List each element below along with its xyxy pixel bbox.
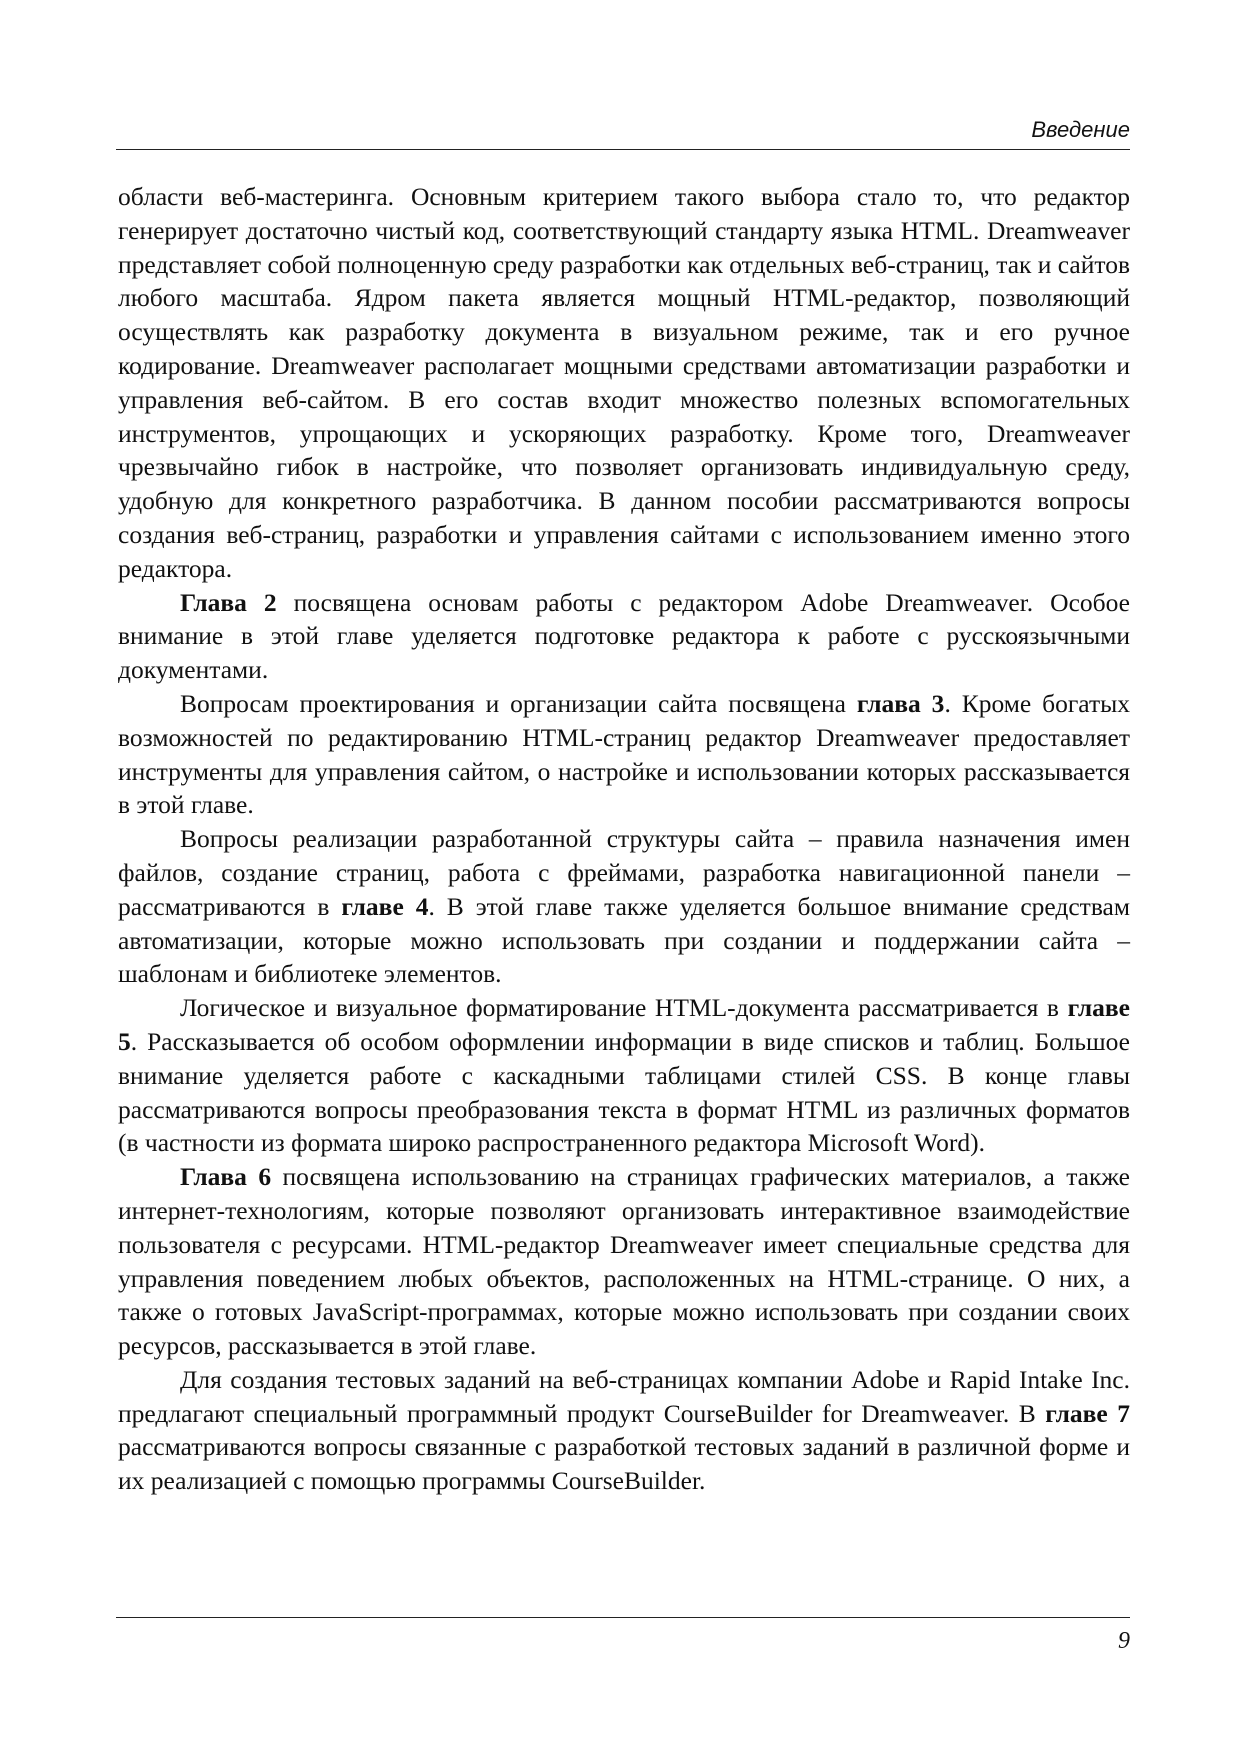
page-number: 9 bbox=[1118, 1628, 1130, 1654]
paragraph-4 bbox=[118, 822, 1130, 991]
paragraph-4-text-end: . В этой главе также уделяется большое внимание средствам автоматизации, которые можно использовать при создании и поддержании сайта – шаблонам и библиотеке элементов. bbox=[118, 891, 1130, 989]
paragraph-2 bbox=[118, 586, 1130, 687]
paragraph-5-text-end: . Рассказывается об особом оформлении информации в виде списков и таблиц. Большое внимание уделяется работе с каскадными таблицами стилей CSS. В конце главы рассматриваются вопросы преобразования текста в формат HTML из различных форматов (в частности из формата широко распространенного редактора Microsoft Word). bbox=[118, 1026, 1130, 1158]
paragraph-5 bbox=[118, 991, 1130, 1160]
paragraph-4-chapter-ref: главе 4 bbox=[341, 891, 429, 921]
paragraph-2-chapter-ref: Глава 2 bbox=[180, 587, 277, 617]
paragraph-7 bbox=[118, 1363, 1130, 1498]
footer-rule bbox=[116, 1617, 1130, 1618]
paragraph-3-text-start: Вопросам проектирования и организации сайта посвящена bbox=[180, 688, 857, 718]
paragraph-7-chapter-ref: главе 7 bbox=[1045, 1398, 1131, 1428]
paragraph-6-text: посвящена использованию на страницах графических материалов, а также интернет-технологиям, которые позволяют организовать интерактивное взаимодействие пользователя с ресурсами. HTML-редактор Dreamweaver имеет специальные средства для управления поведением любых объектов, расположенных на HTML-странице. О них, а также о готовых JavaScript-программах, которые можно использовать при создании своих ресурсов, рассказывается в этой главе. bbox=[118, 1162, 1130, 1361]
paragraph-1-text: области веб-мастеринга. Основным критерием такого выбора стало то, что редактор генерирует достаточно чистый код, соответствующий стандарту языка HTML. Dreamweaver представляет собой полноценную среду разработки как отдельных веб-страниц, так и сайтов любого масштаба. Ядром пакета является мощный HTML-редактор, позволяющий осуществлять как разработку документа в визуальном режиме, так и его ручное кодирование. Dreamweaver располагает мощными средствами автоматизации разработки и управления веб-сайтом. В его состав входит множество полезных вспомогательных инструментов, упрощающих и ускоряющих разработку. Кроме того, Dreamweaver чрезвычайно гибок в настройке, что позволяет организовать индивидуальную среду, удобную для конкретного разработчика. В данном пособии рассматриваются вопросы создания веб-страниц, разработки и управления сайтами с использованием именно этого редактора. bbox=[118, 182, 1130, 583]
paragraph-5-text-start: Логическое и визуальное форматирование HTML-документа рассматривается в bbox=[180, 993, 1068, 1023]
paragraph-6 bbox=[118, 1160, 1130, 1363]
header-rule bbox=[116, 149, 1130, 150]
paragraph-7-text-end: рассматриваются вопросы связанные с разработкой тестовых заданий в различной форме и их реализацией с помощью программы CourseBuilder. bbox=[118, 1432, 1130, 1496]
paragraph-4-text-start: Вопросы реализации разработанной структуры сайта – правила назначения имен файлов, создание страниц, работа с фреймами, разработка навигационной панели – рассматриваются в bbox=[118, 824, 1130, 921]
paragraph-3 bbox=[118, 687, 1130, 822]
paragraph-2-text: посвящена основам работы с редактором Adobe Dreamweaver. Особое внимание в этой главе уделяется подготовке редактора к работе с русскоязычными документами. bbox=[118, 587, 1130, 685]
paragraph-3-chapter-ref: глава 3 bbox=[856, 688, 945, 718]
paragraph-7-text-start: Для создания тестовых заданий на веб-страницах компании Adobe и Rapid Intake Inc. предлагают специальный программный продукт CourseBuilder for Dreamweaver. В bbox=[118, 1364, 1130, 1428]
paragraph-6-chapter-ref: Глава 6 bbox=[180, 1162, 272, 1192]
body-text bbox=[118, 180, 1130, 1498]
paragraph-5-chapter-ref: главе 5 bbox=[118, 993, 1130, 1056]
paragraph-1 bbox=[118, 180, 1130, 586]
running-header: Введение bbox=[1031, 117, 1130, 142]
paragraph-3-text-end: . Кроме богатых возможностей по редактированию HTML-страниц редактор Dreamweaver предоставляет инструменты для управления сайтом, о настройке и использовании которых рассказывается в этой главе. bbox=[118, 688, 1130, 820]
